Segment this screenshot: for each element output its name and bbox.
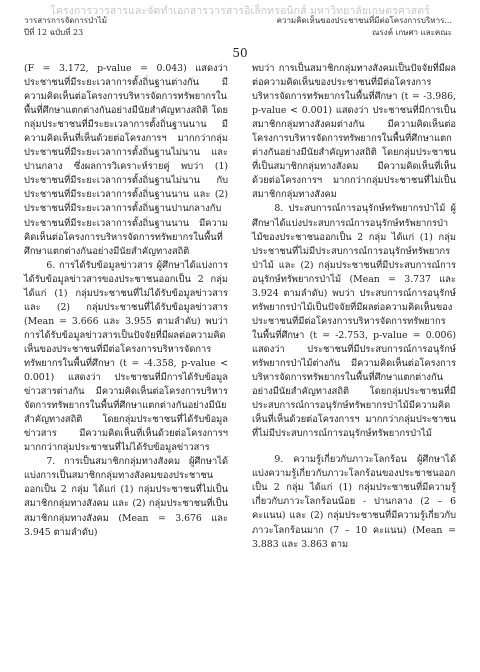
right-text-column: [252, 62, 456, 552]
journal-name: วารสารการจัดการป่าไม้: [24, 16, 107, 25]
paragraph-global-warming-knowledge: 9. ความรู้เกี่ยวกับภาวะโลกร้อน ผู้ศึกษาได้แบ่งความรู้เกี่ยวกับภาวะโลกร้อนของประชาชนออกเป็น 2 กลุ่ม ได้แก่ (1) กลุ่มประชาชนที่มีความรู้เกี่ยวกับภาวะโลกร้อนน้อย - ปานกลาง (2 – 6 คะแนน) และ (2) กลุ่มประชาชนที่มีความรู้เกี่ยวกับภาวะโลกร้อนมาก (7 – 10 คะแนน) (Mean = 3.883 และ 3.863 ตาม: [252, 454, 456, 550]
paragraph-conservation-experience: 8. ประสบการณ์การอนุรักษ์ทรัพยากรป่าไม้ ผู้ศึกษาได้แบ่งประสบการณ์การอนุรักษ์ทรัพยากรป่าไม้ของประชาชนออกเป็น 2 กลุ่ม ได้แก่ (1) กลุ่มประชาชนที่ไม่มีประสบการณ์การอนุรักษ์ทรัพยากรป่าไม้ และ (2) กลุ่มประชาชนที่มีประสบการณ์การอนุรักษ์ทรัพยากรป่าไม้ (Mean = 3.737 และ 3.924 ตามลำดับ) พบว่า ประสบการณ์การอนุรักษ์ทรัพยากรป่าไม้เป็นปัจจัยที่มีผลต่อความคิดเห็นของประชาชนที่มีต่อโครงการบริหารจัดการทรัพยากรในพื้นที่ศึกษา (t = -2.753, p-value = 0.006) แสดงว่า ประชาชนที่มีประสบการณ์การอนุรักษ์ทรัพยากรป่าไม้ต่างกัน มีความคิดเห็นต่อโครงการบริหารจัดการทรัพยากรในพื้นที่ศึกษาแตกต่างกันอย่างมีนัยสำคัญทางสถิติ โดยกลุ่มประชาชนที่มีประสบการณ์การอนุรักษ์ทรัพยากรป่าไม้มีความคิดเห็นที่เห็นด้วยต่อโครงการฯ มากกว่ากลุ่มประชาชนที่ไม่มีประสบการณ์การอนุรักษ์ทรัพยากรป่าไม้: [252, 203, 456, 440]
paragraph-info-access: 6. การได้รับข้อมูลข่าวสาร ผู้ศึกษาได้แบ่งการได้รับข้อมูลข่าวสารของประชาชนออกเป็น 2 กลุ่ม ได้แก่ (1) กลุ่มประชาชนที่ไม่ได้รับข้อมูลข่าวสาร และ (2) กลุ่มประชาชนที่ได้รับข้อมูลข่าวสาร (Mean = 3.666 และ 3.955 ตามลำดับ) พบว่า การได้รับข้อมูลข่าวสารเป็นปัจจัยที่มีผลต่อความคิดเห็นของประชาชนที่มีต่อโครงการบริหารจัดการทรัพยากรในพื้นที่ศึกษา (t = -4.358, p-value < 0.001) แสดงว่า ประชาชนที่มีการได้รับข้อมูลข่าวสารต่างกัน มีความคิดเห็นต่อโครงการบริหารจัดการทรัพยากรในพื้นที่ศึกษาแตกต่างกันอย่างมีนัยสำคัญทางสถิติ โดยกลุ่มประชาชนที่ได้รับข้อมูลข่าวสาร มีความคิดเห็นที่เห็นด้วยต่อโครงการฯ มากกว่ากลุ่มประชาชนที่ไม่ได้รับข้อมูลข่าวสาร: [24, 259, 228, 454]
watermark-text: โครงการวารสารและจัดทำเอกสารวารสารอิเล็กทรอนิกส์ มหาวิทยาลัยเกษตรศาสตร์: [50, 5, 430, 17]
left-text-column: [24, 62, 228, 540]
paragraph-continued: (F = 3.172, p-value = 0.043) แสดงว่า ประชาชนที่มีระยะเวลาการตั้งถิ่นฐานต่างกัน มีความคิดเห็นต่อโครงการบริหารจัดการทรัพยากรในพื้นที่ศึกษาแตกต่างกันอย่างมีนัยสำคัญทางสถิติ โดยกลุ่มประชาชนที่มีระยะเวลาการตั้งถิ่นฐานนาน มีความคิดเห็นที่เห็นด้วยต่อโครงการฯ มากกว่ากลุ่มประชาชนที่มีระยะเวลาการตั้งถิ่นฐานไม่นาน และปานกลาง ซึ่งผลการวิเคราะห์รายคู่ พบว่า (1) ประชาชนที่มีระยะเวลาการตั้งถิ่นฐานไม่นาน กับประชาชนที่มีระยะเวลาการตั้งถิ่นฐานนาน และ (2) ประชาชนที่มีระยะเวลาการตั้งถิ่นฐานปานกลางกับประชาชนที่มีระยะเวลาการตั้งถิ่นฐานนาน มีความคิดเห็นต่อโครงการบริหารจัดการทรัพยากรในพื้นที่ศึกษาแตกต่างกันอย่างมีนัยสำคัญทางสถิติ: [24, 63, 228, 257]
journal-header: [24, 15, 107, 38]
paragraph-social-group-result: พบว่า การเป็นสมาชิกกลุ่มทางสังคมเป็นปัจจัยที่มีผลต่อความคิดเห็นของประชาชนที่มีต่อโครงการบริหารจัดการทรัพยากรในพื้นที่ศึกษา (t = -3.986, p-value < 0.001) แสดงว่า ประชาชนที่มีการเป็นสมาชิกกลุ่มทางสังคมต่างกัน มีความคิดเห็นต่อโครงการบริหารจัดการทรัพยากรในพื้นที่ศึกษาแตกต่างกันอย่างมีนัยสำคัญทางสถิติ โดยกลุ่มประชาชนที่เป็นสมาชิกกลุ่มทางสังคม มีความคิดเห็นที่เห็นด้วยต่อโครงการฯ มากกว่ากลุ่มประชาชนที่ไม่เป็นสมาชิกกลุ่มทางสังคม: [252, 63, 456, 201]
journal-volume-issue: ปีที่ 12 ฉบับที่ 23: [24, 27, 84, 37]
running-article-title: ความคิดเห็นของประชาชนที่มีต่อโครงการบริหาร...: [276, 16, 452, 25]
article-header: [277, 15, 452, 38]
paragraph-social-group: 7. การเป็นสมาชิกกลุ่มทางสังคม ผู้ศึกษาได้แบ่งการเป็นสมาชิกกลุ่มทางสังคมของประชาชนออกเป็น 2 กลุ่ม ได้แก่ (1) กลุ่มประชาชนที่ไม่เป็นสมาชิกกลุ่มทางสังคม และ (2) กลุ่มประชาชนที่เป็นสมาชิกกลุ่มทางสังคม (Mean = 3.676 และ 3.945 ตามลำดับ): [24, 456, 228, 538]
page-number: 50: [232, 46, 248, 60]
running-authors: ณรงค์ เกษศา และคณะ: [372, 27, 452, 37]
